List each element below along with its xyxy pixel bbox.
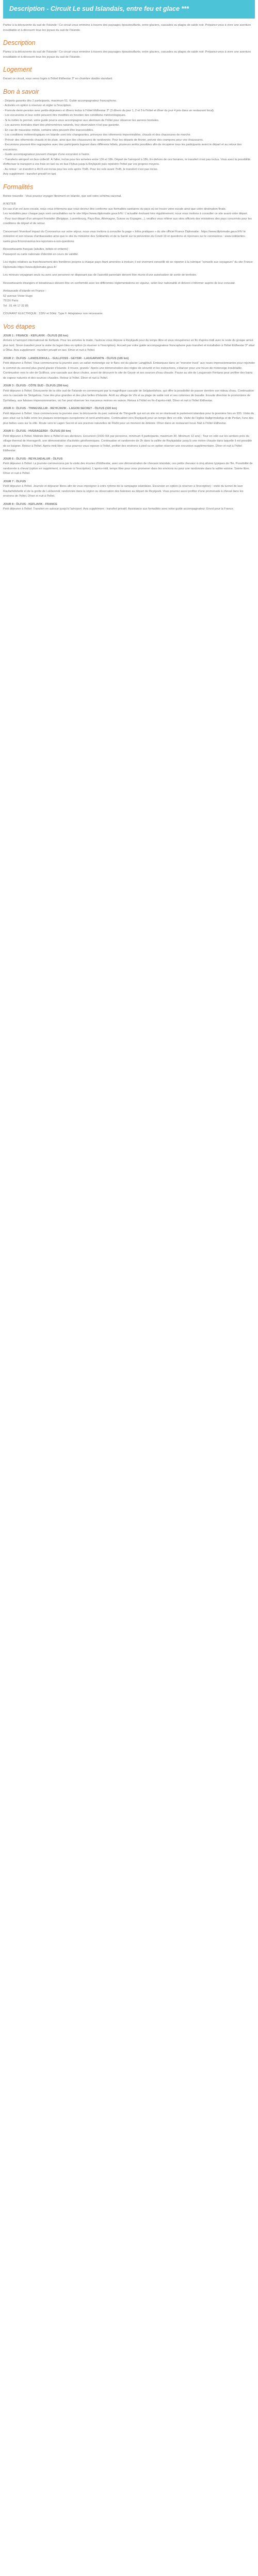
day-title: JOUR 6 : ÖLFUS - REYKJADALUR - ÖLFUS (3, 457, 63, 461)
formalites-paragraph: Concernant l'éventuel impact du Coronavirus sur votre séjour, nous vous invitons à consulter la page « Infos pratiques » du site officiel France Diplomatie : https://www.diplomatie.gouv.fr/fr/ le ministère et son réseau d'ambassades ainsi que le site du ministère des Solidarités et de la Santé sur la prévention du Covid-19 et questions et réponses sur le coronavirus : www.solidarites-sante.gouv.fr/coronavirus-les-reponses-a-vos-questions (3, 230, 246, 243)
day-title: JOUR 5 : ÖLFUS - HVERAGERDI - ÖLFUS (50 km) (3, 430, 71, 433)
day-block (3, 457, 255, 477)
day-text: Petit déjeuner à l'hôtel. Découverte de la côte sud de l'Islande en commençant par la magnifique cascade de Seljalandsfoss, qui offre la possibilité de passer derrière son rideau d'eau. Continuation vers la cascade de Skógafoss, l'une des plus grandes et des plus belles d'Islande. Arrêt au village de Vík et sa plage de sable noir et ses colonnes de basalte. Ensuite direction le promontoire de Dyrhólaey, aux falaises impressionnantes, où l'on peut observer les macareux moines en saison. Retour à l'hôtel en fin d'après-midi. Dîner et nuit à l'hôtel Eldhestar. (3, 389, 254, 402)
day-text: Petit déjeuner à l'hôtel. Vous commencerez la journée avec un safari motoneige sur le flanc est du glacier Langjökull. Embarquez dans un "monster truck" aux roues impressionnantes pour rejoindre le sommet du second plus grand glacier d'Islande. Il trouve, grands ! Après une démonstration des règles de sécurité et les instructions, s'élancer pour une heure de motoneige inoubliable. Continuation vers le site de Gullfoss, une cascade aux deux chutes, avant de découvrir le site de Geysir et ses sources d'eau chaude. Pause au site de Laugarvatn Fontana pour profiter des bains de vapeur naturels et des sources chaudes. Retour à l'hôtel. Dîner et nuit à l'hôtel. (3, 362, 255, 380)
description-text: Partez à la découverte du sud de l'Islande ! Ce circuit vous emmène à travers des paysages époustouflants, entre glaciers, cascades ou plages de sable noir. Préparez-vous à vivre une aventure inoubliable et à découvrir tous les joyaux du sud de l'Islande. (3, 50, 251, 59)
day-title: JOUR 8 : ÖLFUS - KEFLAVIK - FRANCE (3, 502, 57, 506)
page-banner: Description - Circuit Le sud Islandais, entre feu et glace *** (3, 0, 255, 19)
etapes-heading: Vos étapes (3, 323, 36, 330)
formalites-heading: Formalités (3, 183, 34, 191)
bon-a-savoir-item: - Prévoir des vêtements chauds et de pluie, ainsi que des chaussures de randonnée. Pour les départs de février, prévoir des crampons pour vos chaussures. (3, 138, 204, 142)
day-text: Petit déjeuner à l'hôtel. Transfert en autocar jusqu'à l'aéroport. Avis supplément : transfert privatif. Assistance aux formalités avec votre guide accompagnateur. Envol pour la France. (3, 507, 234, 511)
day-title: JOUR 7 : ÖLFUS (3, 480, 26, 483)
formalites-paragraph: Les règles relatives au franchissement des frontières propres à chaque pays étant amenées à évoluer, il est vivement conseillé de se reporter à la rubrique "conseils aux voyageurs" du site France Diplomatie.https://www.diplomatie.gouv.fr/ (3, 261, 253, 269)
bon-a-savoir-item: - Transferts aéroport en bus collectif. À l'aller, inclus pour les arrivées entre 13h et 18h. Départ de l'aéroport à 18h. En dehors de ces horaires, le transfert n'est pas inclus. Vous avez la possibilité d'effectuer le transport à vos frais en taxi ou en bus Flybus jusqu'à Reykjavik puis rejoindre l'hôtel par vos propres moyens. (3, 158, 251, 166)
formalites-body (3, 194, 255, 317)
bon-a-savoir-item: - Au retour : un transfert à 4h15 est inclus pour les vols après 7h45. Pour les vols avant 7h45, le transfert n'est pas inclus. (3, 167, 158, 171)
formalites-paragraph: Les mineurs voyageant seuls ou avec une personne ne disposant pas de l'autorité parentale doivent être munis d'une autorisation de sortie de territoire. (3, 274, 197, 277)
bon-a-savoir-item: - Guide accompagnateur pouvant changer d'une excursion à l'autre. (3, 153, 90, 156)
bon-a-savoir-item: - Les conditions météorologiques en Islande sont très changeantes, prévoyez des vêtements imperméables, chauds et des chaussures de marche. (3, 133, 191, 137)
intro-text: Partez à la découverte du sud de l'Islande ! Ce circuit vous emmène à travers des paysages époustouflants, entre glaciers, cascades ou plages de sable noir. Préparez-vous à vivre une aventure inoubliable et à découvrir tous les joyaux du sud de l'Islande. (3, 24, 251, 32)
day-block (3, 406, 255, 426)
formalites-paragraph: Bonne nouvelle : Vous pouvez voyager librement en Islande, que soit votre schéma vaccinal. (3, 194, 122, 198)
bon-a-savoir-item: - Formule demi-pension avec petits-déjeuners et dîners inclus à l'hôtel Eldhestar 3* (3 dîners du jour 1, 2 et 3 à l'hôtel et dîner du jour 4 pris dans un restaurant local). (3, 109, 215, 112)
day-block (3, 357, 255, 381)
page (0, 0, 258, 512)
day-text: Petit déjeuner à l'hôtel. La journée commencera par la visite des écuries d'Eldhestar, avec une démonstration de chevaux islandais, ces petits chevaux à cinq allures typiques de l'île. Possibilité de randonnée à cheval (option en supplément, à réserver à l'inscription). L'après-midi, temps libre pour vous promener dans les environs ou pour une randonnée dans la vallée voisine. Soirée libre. Dîner et nuit à l'hôtel. (3, 462, 253, 475)
bon-a-savoir-item: - Départs garantis dès 2 participants, maximum 51. Guide accompagnateur francophone. (3, 99, 117, 103)
day-text: Petit déjeuner à l'hôtel. Vous commencerez la journée avec la découverte du parc national de Thingvellir qui est un site où se réunissait le parlement islandais pour la première fois en 930. Visite du parc situé sur la faille entre les plaques tectoniques européenne et nord-américaine. Continuation vers Reykjavik pour un temps libre en ville. Visite de l'église Hallgrímskirkja et de Perlan, l'une des plus belles vues sur la ville. Route vers le Lagon Secret et ses piscines naturelles de Flúðir pour un moment de détente. Dîner dans un restaurant local. Nuit à l'hôtel Eldhestar. (3, 412, 254, 425)
day-title: JOUR 3 : ÖLFUS - CÔTE SUD - ÖLFUS (290 km) (3, 384, 69, 387)
formalites-paragraph: Ressortissants français (adultes, bébés et enfants) : Passeport ou carte nationale d'identité en cours de validité. (3, 248, 79, 256)
day-text: Petit déjeuner à l'hôtel. Matinée libre à l'hôtel et ses alentours. Excursion (1500 ISK par personne, minimum 4 participants, maximum 30. Minimum 12 ans) : Tour en vélo sur les sentiers près du village thermal de Hveragerði, une démonstration d'activités géothermiques. Continuation et randonnée de 2h dans la vallée de Reykjadalur jusqu'à une rivière chaude dans laquelle il est possible de se baigner. Retour à l'hôtel. Après-midi libre : vous pourrez vous reposer à l'hôtel, profiter des environs à pied ou en option réserver une excursion supplémentaire. Dîner et nuit à l'hôtel Eldhestar. (3, 434, 252, 452)
day-block (3, 334, 255, 353)
formalites-paragraph: COURANT ÉLECTRIQUE : 230V et 50Hz. Type F. Adaptateur non nécessaire. (3, 312, 104, 315)
day-title: JOUR 2 : ÖLFUS - LANDSJOKULL - GULLFOSS - GEYSIR - LAUGARVATN - ÖLFUS (165 km) (3, 357, 129, 360)
day-title: JOUR 1 : FRANCE - KEFLAVIK - ÖLFUS (95 km) (3, 334, 69, 337)
bon-a-savoir-list (3, 99, 255, 177)
logement-text: Durant ce circuit, vous serez logés à l'hôtel Eldhestar 3* en chambre double standard. (3, 77, 113, 80)
bon-a-savoir-item: - Les excursions et leur ordre peuvent être modifiés en fonction des conditions météorologiques. (3, 114, 126, 117)
description-heading: Description (3, 39, 36, 46)
day-title: JOUR 4 : ÖLFUS - THINGVELLIR - REYKJAVIK - LAGON SECRET - ÖLFUS (320 km) (3, 407, 117, 410)
day-text: Petit déjeuner à l'hôtel. Journée et déjeuner libres afin de vous imprégner à votre rythme de la campagne islandaise. Excursion en option (à réserver à l'inscription) : visite du tunnel de lave Raufarhólshellir et de la grotte de Leidarendi, randonnée dans la région ou observation des baleines au départ de Reykjavik. Vous pourrez aussi profiter d'une promenade à cheval dans les environs de l'hôtel. Dîner et nuit à l'hôtel. (3, 485, 244, 498)
etapes-body (3, 334, 255, 512)
formalites-paragraph: Ambassade d'Islande en France : 52 avenue Victor Hugo 75116 Paris Tel : 01 44 17 32 85 (3, 290, 46, 308)
bon-a-savoir-item: Avis supplément : transfert privatif en taxi. (3, 173, 57, 176)
bon-a-savoir-heading: Bon à savoir (3, 88, 39, 95)
logement-heading: Logement (3, 66, 32, 73)
bon-a-savoir-item: - En cas de mauvaise météo, certains sites peuvent être inaccessibles. (3, 128, 94, 132)
formalites-paragraph: Ressortissants étrangers et binationaux doivent être en conformité avec les différentes réglementations en vigueur, selon leur nationalité et doivent s'informer auprès de leur consulat. (3, 281, 236, 285)
bon-a-savoir-item: - Si la météo le permet, votre guide pourra vous accompagner aux alentours de l'hôtel pour observer les aurores boréales. (3, 118, 159, 122)
day-block (3, 384, 255, 403)
day-block (3, 502, 255, 512)
day-block (3, 480, 255, 499)
formalites-paragraph: A NOTER En cas d'un vol avec escale, nous vous informons que vous devrez être conforme aux formalités sanitaires du pays où se trouve votre escale ainsi que votre destination finale. Les modalités pour chaque pays sont consultables sur le site https://www.diplomatie.gouv.fr/fr/. L'actualité évoluant très régulièrement, nous vous invitons à consulter ce site avant votre départ. - Pour tout départ d'un aéroport frontalier (Belgique, Luxembourg, Pays-Bas, Allemagne, Suisse ou Espagne...), veuillez vous référer aux sites officiels des ministères des pays concernés pour les conditions de départ et de retour. (3, 202, 252, 225)
bon-a-savoir-item: - Excursions pouvant être regroupées avec des participants logeant dans différents hôtels, plusieurs arrêts possibles afin de récupérer tous les participants avant le départ et au retour des excursions. (3, 143, 242, 151)
day-block (3, 429, 255, 454)
bon-a-savoir-item: - Les aurores boréales étant des phénomènes naturels, leur observation n'est pas garantie. (3, 124, 120, 127)
day-text: Arrivée à l'aéroport international de Keflavik. Pour les arrivées le matin, l'autocar vous dépose à Reykjavik pour du temps libre et vous récupérerez en fin d'après-midi avec le reste du groupe arrivé plus tard. Sinon transfert pour la visite du lagon bleu en option (à réserver à l'inscription). Accueil par votre guide accompagnateur francophone puis transfert et installation à l'hôtel Eldhestar 3* situé à Ölfus. Avis supplément : transfert privatif en taxi. Dîner et nuit à l'hôtel. (3, 339, 255, 352)
bon-a-savoir-item: - Activités en option à réserver et régler à l'inscription. (3, 104, 72, 107)
